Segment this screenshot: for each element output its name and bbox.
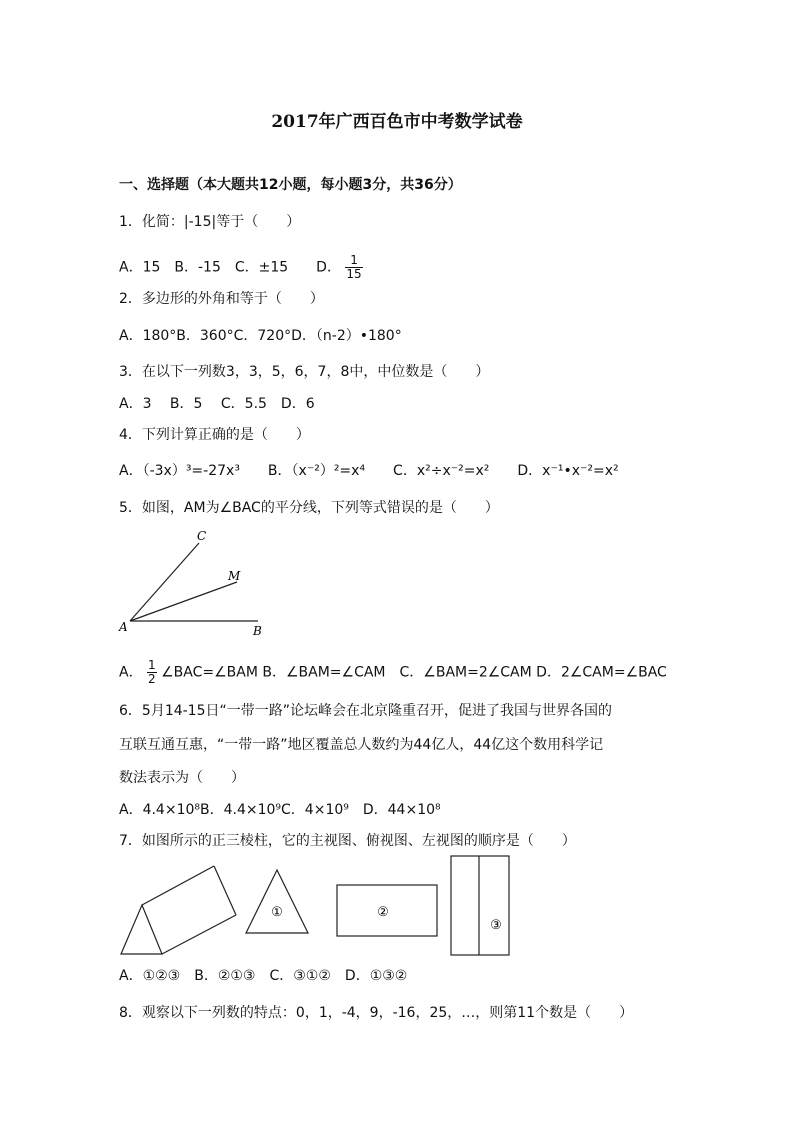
fraction-numerator: 1	[148, 658, 156, 672]
question-1-options	[119, 254, 363, 281]
question-6-line-1: 6．5月14-15日“一带一路”论坛峰会在北京隆重召开，促进了我国与世界各国的	[119, 703, 612, 719]
label-b: B	[253, 624, 262, 638]
tall-rectangle-view	[451, 856, 509, 955]
question-5-options	[119, 659, 667, 686]
question-4-options: A．（-3x）³=-27x³ B．（x⁻²）²=x⁴ C．x²÷x⁻²=x² D．x⁻¹•x⁻²=x²	[119, 463, 619, 479]
triangular-prism	[121, 866, 236, 954]
fraction-denominator: 15	[346, 267, 362, 281]
question-1-stem: 1．化简：|-15|等于（ ）	[119, 214, 301, 230]
label-c: C	[197, 529, 207, 543]
view-label-2: ②	[377, 905, 389, 920]
question-3-options: A．3 B．5 C．5.5 D．6	[119, 396, 315, 412]
question-2-options: A．180°B．360°C．720°D．（n-2）•180°	[119, 328, 402, 344]
question-5-option-a-prefix: A．	[119, 664, 143, 681]
question-7-options: A．①②③ B．②①③ C．③①② D．①③②	[119, 968, 408, 984]
angle-bisector-figure	[115, 525, 275, 644]
question-6-line-3: 数法表示为（ ）	[119, 770, 245, 786]
question-5-option-text: ∠BAC=∠BAM B．∠BAM=∠CAM C．∠BAM=2∠CAM D．2∠CAM=∠BAC	[161, 664, 667, 681]
question-4-stem: 4．下列计算正确的是（ ）	[119, 427, 310, 443]
question-8-stem: 8．观察以下一列数的特点：0，1，-4，9，-16，25，…，则第11个数是（ ）	[119, 1005, 634, 1021]
fraction-1-over-15	[345, 254, 362, 281]
label-m: M	[228, 569, 241, 583]
view-label-3: ③	[490, 918, 502, 933]
fraction-1-over-2	[147, 659, 157, 686]
page-title: 2017年广西百色市中考数学试卷	[271, 112, 523, 132]
question-7-stem: 7．如图所示的正三棱柱，它的主视图、俯视图、左视图的顺序是（ ）	[119, 833, 576, 849]
label-a: A	[119, 620, 128, 634]
section-heading: 一、选择题（本大题共12小题，每小题3分，共36分）	[119, 177, 462, 193]
question-2-stem: 2．多边形的外角和等于（ ）	[119, 291, 324, 307]
fraction-numerator: 1	[345, 254, 362, 268]
question-3-stem: 3．在以下一列数3，3，5，6，7，8中，中位数是（ ）	[119, 364, 490, 380]
question-6-line-2: 互联互通互惠，“一带一路”地区覆盖总人数约为44亿人，44亿这个数用科学记	[119, 737, 604, 753]
view-label-1: ①	[271, 905, 283, 920]
question-6-options: A．4.4×10⁸B．4.4×10⁹C．4×10⁹ D．44×10⁸	[119, 802, 441, 818]
question-5-stem: 5．如图，AM为∠BAC的平分线，下列等式错误的是（ ）	[119, 500, 499, 516]
triangle-view	[246, 870, 308, 933]
fraction-denominator: 2	[148, 672, 156, 686]
question-1-option-text: A．15 B．-15 C．±15 D．	[119, 259, 341, 276]
prism-views-figure	[115, 850, 525, 966]
